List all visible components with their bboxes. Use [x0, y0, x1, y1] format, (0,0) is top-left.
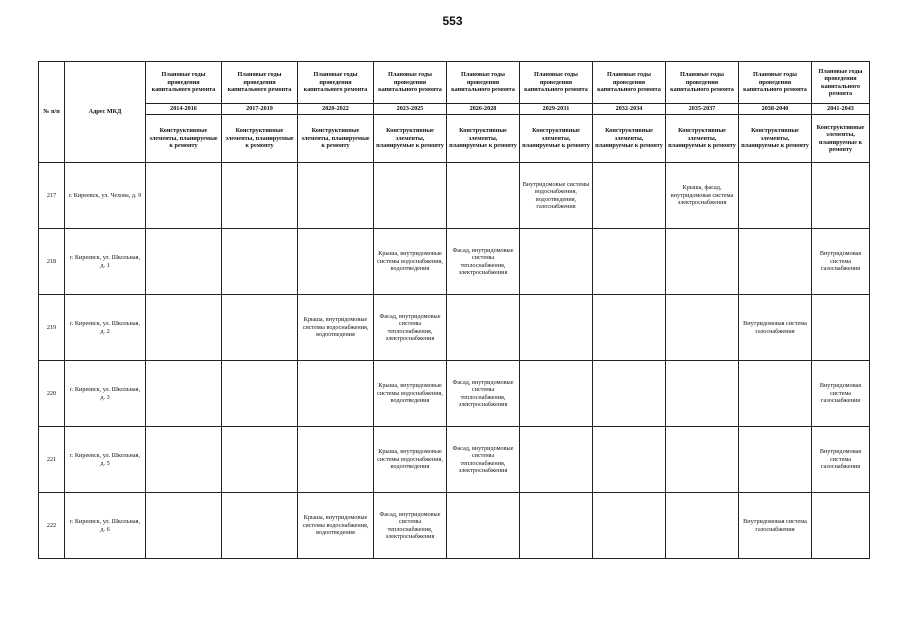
header-elements: Конструктивные элементы, планируемые к ремонту: [593, 115, 666, 163]
repair-cell: Крыша, внутридомовые системы водоснабжения, водоотведения: [374, 361, 447, 427]
header-address: Адрес МКД: [65, 62, 146, 163]
repair-cell: [666, 295, 739, 361]
header-elements: Конструктивные элементы, планируемые к ремонту: [520, 115, 593, 163]
repair-cell: Крыша, внутридомовые системы водоснабжения, водоотведения: [298, 295, 374, 361]
repair-schedule-table: [38, 61, 870, 559]
repair-cell: [593, 295, 666, 361]
table-row: [39, 427, 870, 493]
repair-cell: Крыша, внутридомовые системы водоснабжения, водоотведения: [374, 427, 447, 493]
repair-cell: [146, 163, 222, 229]
repair-cell: [666, 493, 739, 559]
repair-cell: [298, 427, 374, 493]
repair-cell: [520, 427, 593, 493]
repair-cell: [593, 229, 666, 295]
header-num: № п/п: [39, 62, 65, 163]
header-planned-years: Плановые годы проведения капитального ремонта: [374, 62, 447, 104]
header-elements: Конструктивные элементы, планируемые к ремонту: [374, 115, 447, 163]
header-elements: Конструктивные элементы, планируемые к ремонту: [222, 115, 298, 163]
repair-cell: [222, 427, 298, 493]
repair-cell: Фасад, внутридомовые системы теплоснабжения, электроснабжения: [447, 229, 520, 295]
header-planned-years: Плановые годы проведения капитального ремонта: [739, 62, 812, 104]
repair-cell: [812, 295, 870, 361]
repair-cell: [812, 493, 870, 559]
row-number: 217: [39, 163, 65, 229]
table-row: [39, 229, 870, 295]
row-address: г. Киреевск, ул. Школьная, д. 5: [65, 427, 146, 493]
repair-cell: Фасад, внутридомовые системы теплоснабжения, электроснабжения: [447, 427, 520, 493]
repair-cell: [593, 163, 666, 229]
row-address: г. Киреевск, ул. Школьная, д. 6: [65, 493, 146, 559]
header-period: 2041-2043: [812, 104, 870, 115]
repair-cell: Крыша, внутридомовые системы водоснабжения, водоотведения: [374, 229, 447, 295]
repair-cell: [146, 493, 222, 559]
header-period: 2017-2019: [222, 104, 298, 115]
repair-cell: [520, 361, 593, 427]
table-row: [39, 493, 870, 559]
header-elements: Конструктивные элементы, планируемые к ремонту: [146, 115, 222, 163]
repair-cell: [146, 427, 222, 493]
repair-cell: Фасад, внутридомовые системы теплоснабжения, электроснабжения: [447, 361, 520, 427]
header-period: 2023-2025: [374, 104, 447, 115]
header-elements: Конструктивные элементы, планируемые к ремонту: [447, 115, 520, 163]
header-period: 2014-2016: [146, 104, 222, 115]
repair-cell: [520, 493, 593, 559]
repair-cell: [739, 229, 812, 295]
row-number: 220: [39, 361, 65, 427]
repair-cell: [374, 163, 447, 229]
header-planned-years: Плановые годы проведения капитального ремонта: [812, 62, 870, 104]
row-address: г. Киреевск, ул. Чехова, д. 9: [65, 163, 146, 229]
repair-cell: [222, 163, 298, 229]
table-body: [39, 163, 870, 559]
repair-cell: [666, 229, 739, 295]
table-row: [39, 295, 870, 361]
repair-cell: [298, 163, 374, 229]
repair-cell: Фасад, внутридомовые системы теплоснабжения, электроснабжения: [374, 295, 447, 361]
repair-cell: [222, 493, 298, 559]
repair-cell: [146, 361, 222, 427]
header-period: 2026-2028: [447, 104, 520, 115]
repair-cell: Внутридомовые системы водоснабжения, водоотведения, газоснабжения: [520, 163, 593, 229]
repair-cell: [146, 229, 222, 295]
repair-cell: Внутридомовая система газоснабжения: [739, 295, 812, 361]
header-planned-years: Плановые годы проведения капитального ремонта: [222, 62, 298, 104]
repair-cell: [666, 361, 739, 427]
repair-cell: [739, 427, 812, 493]
table-row: [39, 163, 870, 229]
row-number: 219: [39, 295, 65, 361]
repair-cell: [447, 163, 520, 229]
repair-cell: [222, 361, 298, 427]
header-planned-years: Плановые годы проведения капитального ремонта: [447, 62, 520, 104]
repair-cell: Внутридомовая система газоснабжения: [812, 427, 870, 493]
repair-cell: Крыша, внутридомовые системы водоснабжения, водоотведения: [298, 493, 374, 559]
header-elements: Конструктивные элементы, планируемые к ремонту: [298, 115, 374, 163]
repair-cell: [520, 229, 593, 295]
header-planned-years: Плановые годы проведения капитального ремонта: [593, 62, 666, 104]
repair-cell: Крыша, фасад, внутридомовая система электроснабжения: [666, 163, 739, 229]
repair-cell: Фасад, внутридомовые системы теплоснабжения, электроснабжения: [374, 493, 447, 559]
row-number: 221: [39, 427, 65, 493]
repair-cell: [520, 295, 593, 361]
header-planned-years: Плановые годы проведения капитального ремонта: [666, 62, 739, 104]
repair-cell: [593, 427, 666, 493]
header-planned-years: Плановые годы проведения капитального ремонта: [520, 62, 593, 104]
header-planned-years: Плановые годы проведения капитального ремонта: [146, 62, 222, 104]
repair-cell: [593, 493, 666, 559]
header-elements: Конструктивные элементы, планируемые к ремонту: [666, 115, 739, 163]
header-period: 2029-2031: [520, 104, 593, 115]
repair-cell: [298, 361, 374, 427]
repair-cell: [222, 295, 298, 361]
header-elements: Конструктивные элементы, планируемые к ремонту: [739, 115, 812, 163]
repair-cell: Внутридомовая система газоснабжения: [739, 493, 812, 559]
row-address: г. Киреевск, ул. Школьная, д. 1: [65, 229, 146, 295]
repair-cell: [812, 163, 870, 229]
header-elements: Конструктивные элементы, планируемые к ремонту: [812, 115, 870, 163]
repair-cell: [447, 295, 520, 361]
repair-cell: [739, 163, 812, 229]
repair-cell: Внутридомовая система газоснабжения: [812, 229, 870, 295]
repair-cell: [739, 361, 812, 427]
repair-cell: [222, 229, 298, 295]
row-address: г. Киреевск, ул. Школьная, д. 2: [65, 295, 146, 361]
repair-cell: [447, 493, 520, 559]
table-row: [39, 361, 870, 427]
repair-cell: [593, 361, 666, 427]
repair-cell: [666, 427, 739, 493]
row-address: г. Киреевск, ул. Школьная, д. 3: [65, 361, 146, 427]
header-period: 2035-2037: [666, 104, 739, 115]
repair-cell: Внутридомовая система газоснабжения: [812, 361, 870, 427]
header-planned-years: Плановые годы проведения капитального ремонта: [298, 62, 374, 104]
page-number: 553: [442, 14, 463, 28]
row-number: 222: [39, 493, 65, 559]
repair-cell: [146, 295, 222, 361]
header-period: 2032-2034: [593, 104, 666, 115]
repair-cell: [298, 229, 374, 295]
row-number: 218: [39, 229, 65, 295]
header-period: 2020-2022: [298, 104, 374, 115]
header-period: 2038-2040: [739, 104, 812, 115]
